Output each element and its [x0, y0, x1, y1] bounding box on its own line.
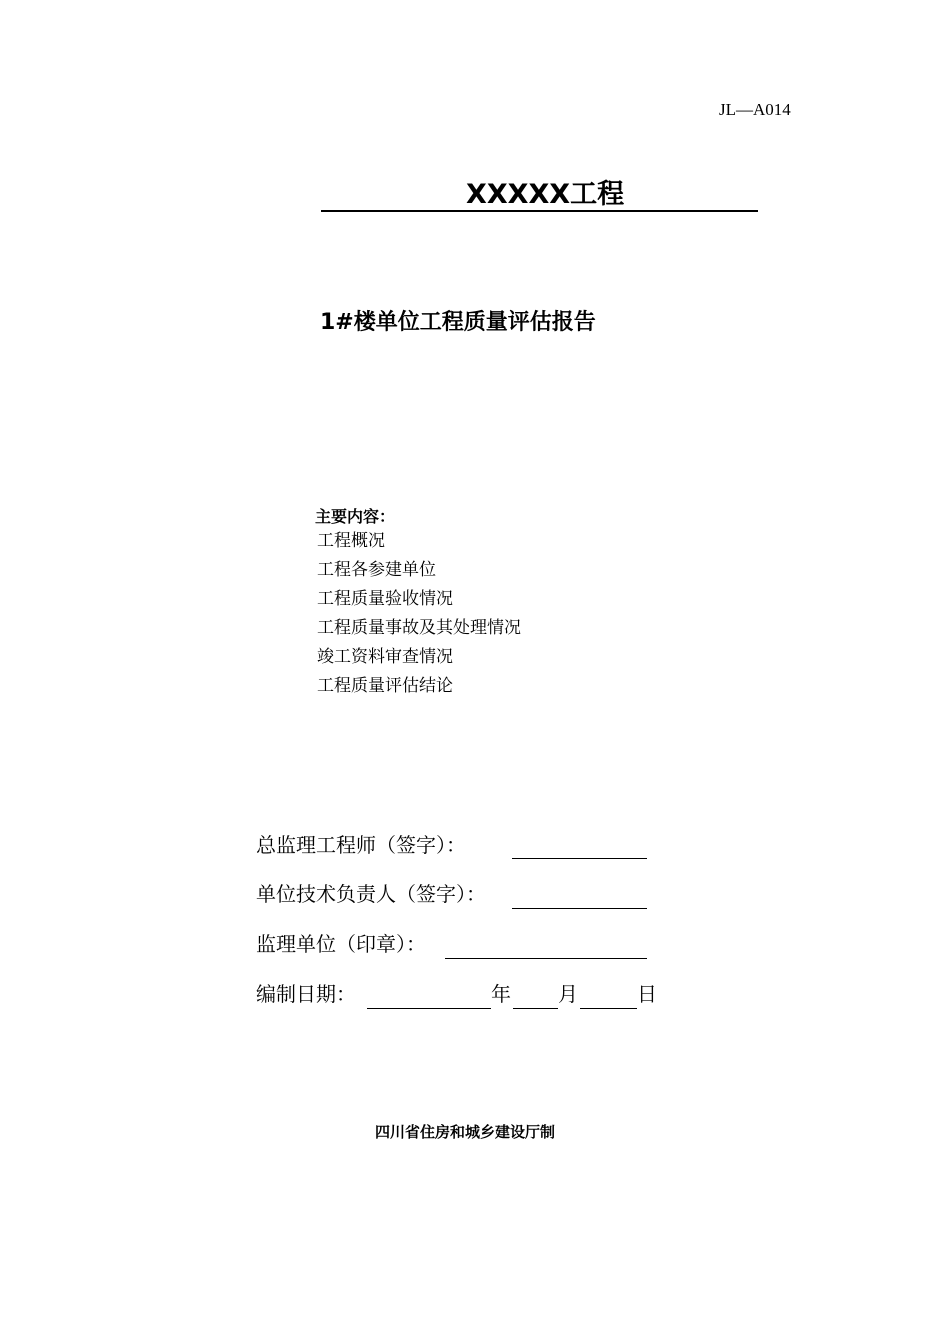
chief-engineer-signature-row	[256, 830, 466, 860]
contents-heading: 主要内容：	[315, 507, 396, 526]
report-title: 1#楼单位工程质量评估报告	[320, 310, 596, 335]
document-code: JL—A014	[719, 100, 791, 119]
chief-engineer-label: 总监理工程师（签字）：	[256, 833, 466, 857]
contents-item: 工程概况	[317, 531, 385, 551]
month-label: 月	[558, 982, 578, 1006]
tech-lead-signature-row	[256, 879, 486, 909]
issuer-footer: 四川省住房和城乡建设厅制	[375, 1123, 556, 1141]
title-underline	[321, 210, 758, 212]
month-blank	[513, 1008, 558, 1009]
supervision-unit-seal-blank	[445, 958, 647, 959]
year-label: 年	[491, 982, 511, 1006]
tech-lead-label: 单位技术负责人（签字）：	[256, 882, 486, 906]
contents-item: 工程质量验收情况	[317, 589, 453, 609]
contents-item: 工程各参建单位	[317, 560, 436, 580]
supervision-unit-seal-row	[256, 929, 426, 959]
supervision-unit-label: 监理单位（印章）：	[256, 932, 426, 956]
contents-item: 竣工资料审查情况	[317, 647, 453, 667]
date-label: 编制日期：	[256, 982, 356, 1006]
year-blank	[367, 1008, 491, 1009]
contents-item: 工程质量事故及其处理情况	[317, 618, 521, 638]
date-row	[256, 979, 356, 1009]
contents-item: 工程质量评估结论	[317, 676, 453, 696]
project-title: XXXXX工程	[466, 179, 625, 210]
tech-lead-signature-blank	[512, 908, 647, 909]
day-label: 日	[637, 982, 657, 1006]
contents-list	[317, 527, 521, 701]
day-blank	[580, 1008, 637, 1009]
chief-engineer-signature-blank	[512, 858, 647, 859]
